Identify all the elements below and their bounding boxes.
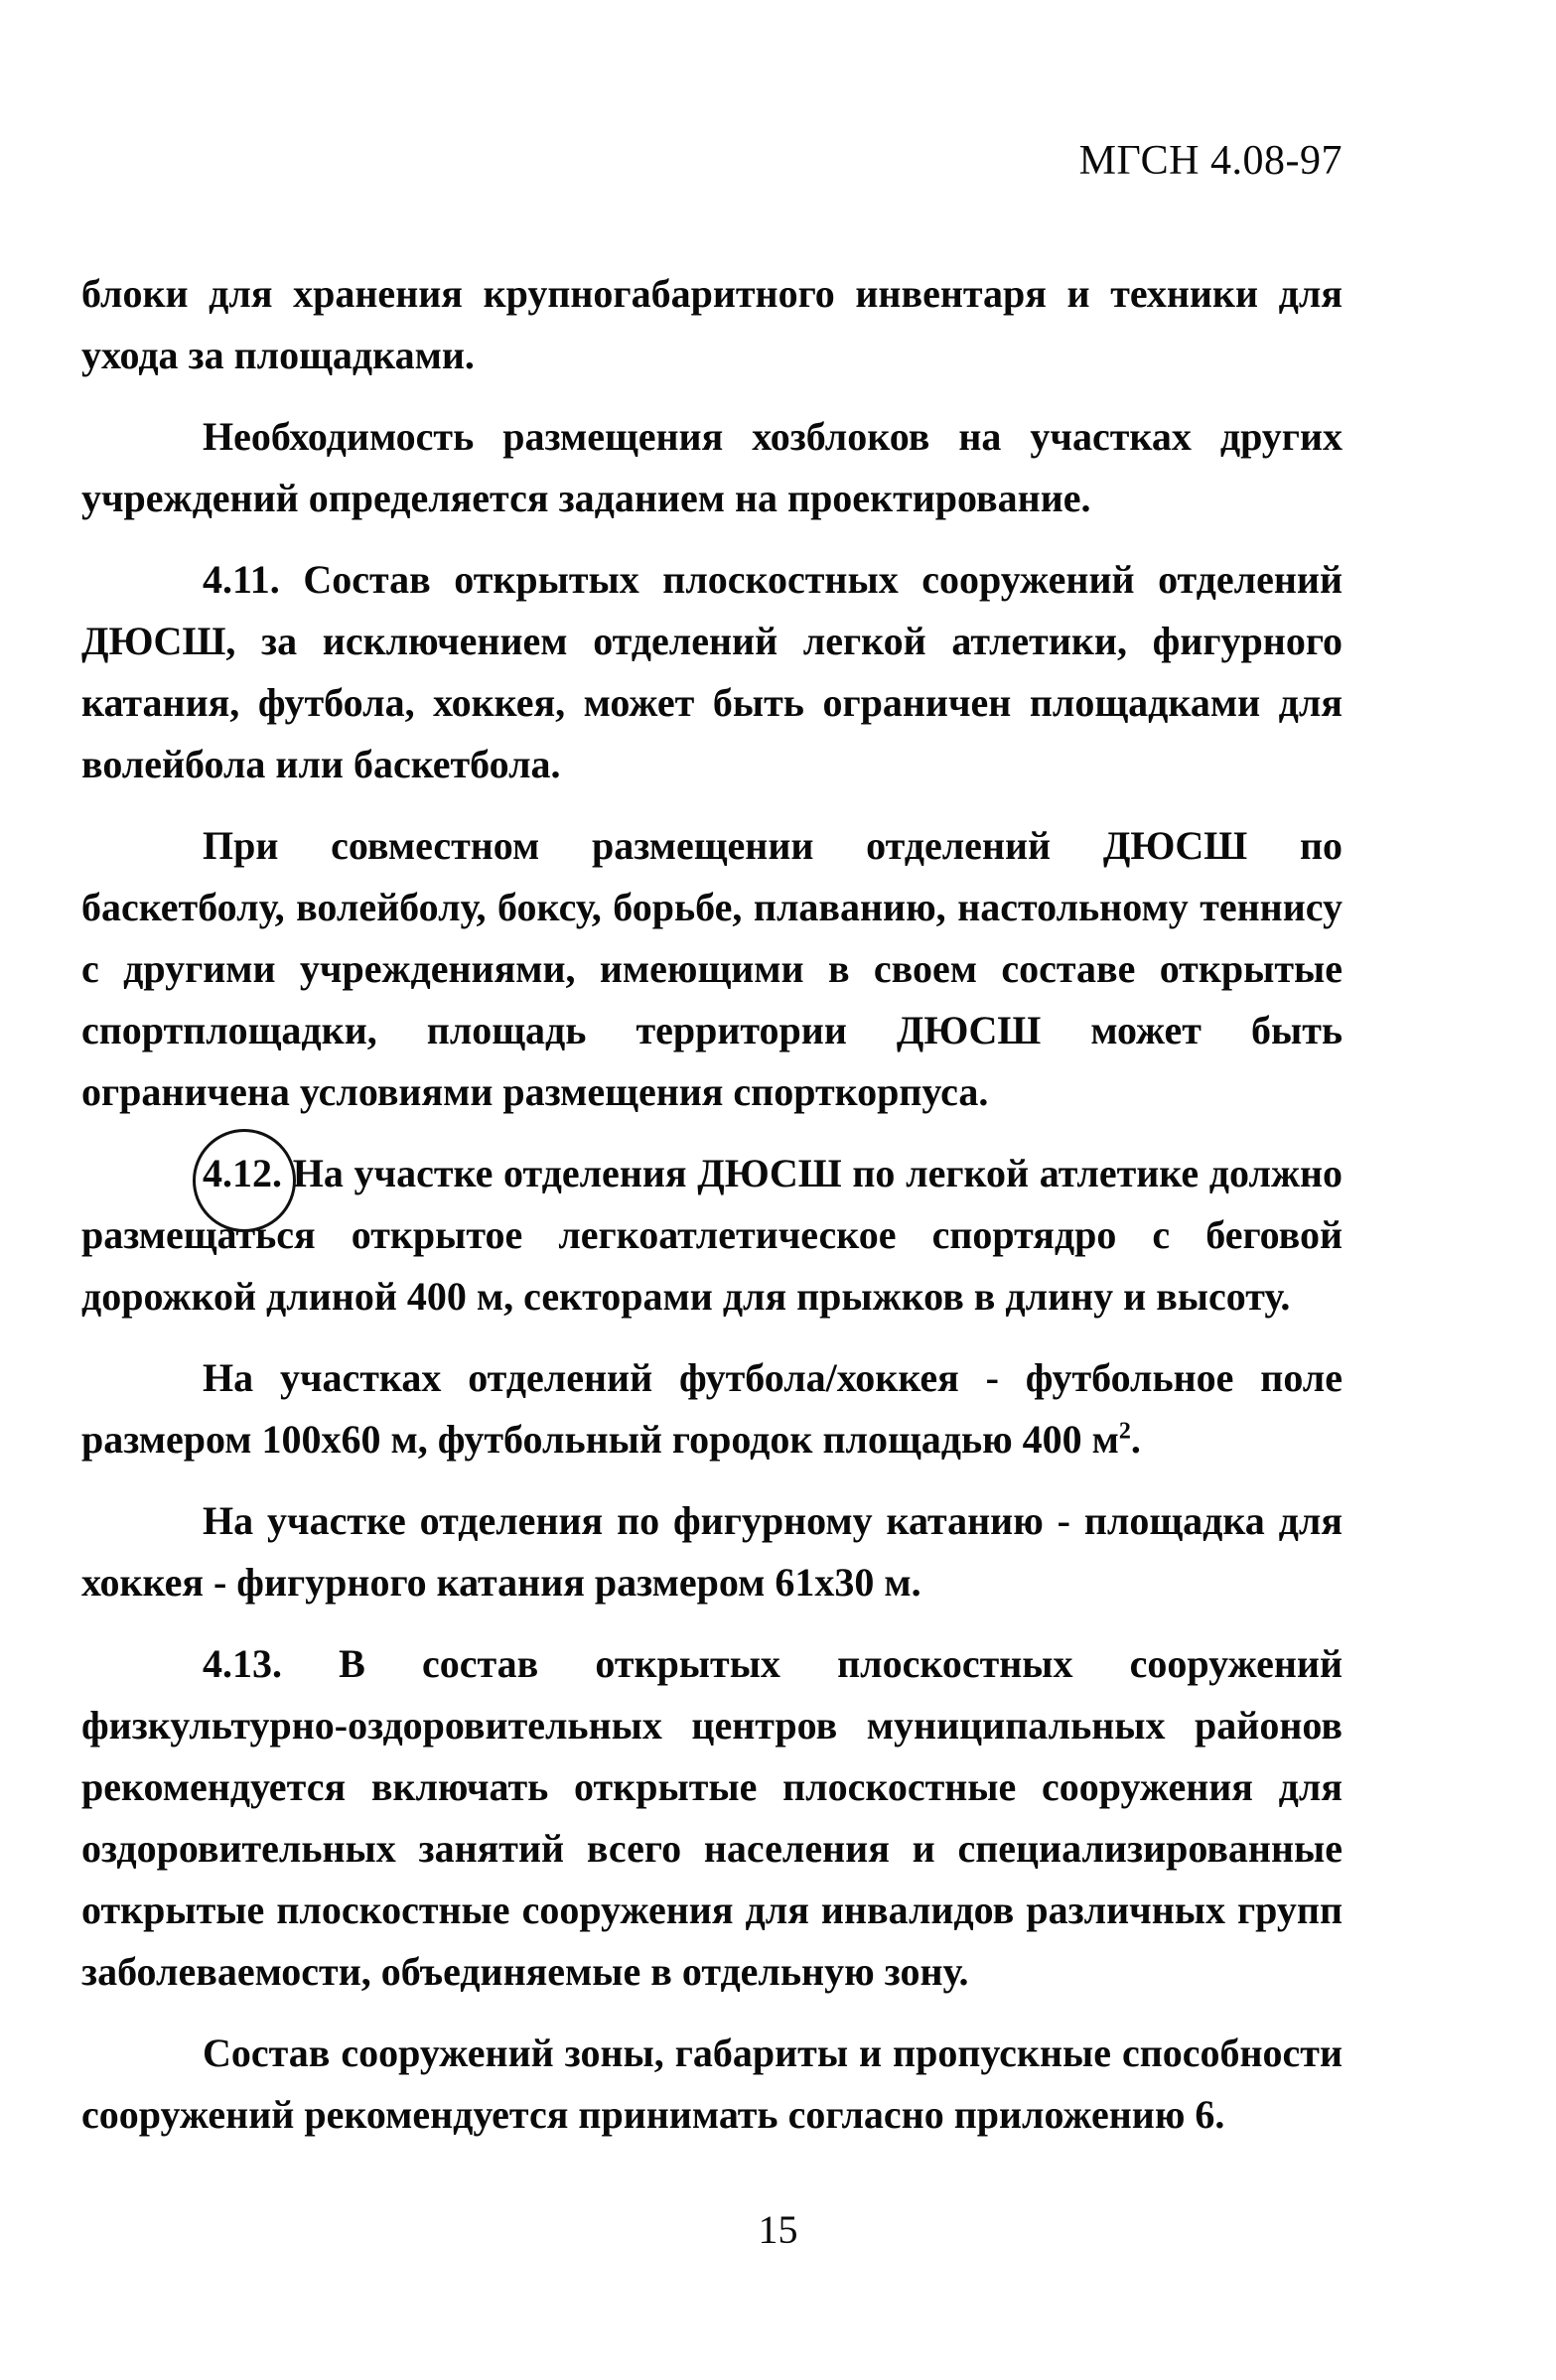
page-number: 15 <box>758 2207 798 2252</box>
paragraph-figure-skating: На участке отделения по фигурному катанию - площадка для хоккея - фигурного катания размером 61х30 м. <box>81 1498 1343 1605</box>
paragraph-utility-blocks: Необходимость размещения хозблоков на участках других учреждений определяется заданием на проектирование. <box>81 414 1343 520</box>
paragraph-4-11: 4.11. Состав открытых плоскостных сооружений отделений ДЮСШ, за исключением отделений легкой атлетики, фигурного катания, футбола, хоккея, может быть ограничен площадками для волейбола или баскетбола. <box>81 557 1343 786</box>
paragraph-joint-placement: При совместном размещении отделений ДЮСШ по баскетболу, волейболу, боксу, борьбе, плаванию, настольному теннису с другими учреждениями, имеющими в своем составе открытые спортплощадки, площадь территории ДЮСШ может быть ограничена условиями размещения спорткорпуса. <box>81 823 1343 1114</box>
hand-drawn-circle-mark <box>193 1129 296 1232</box>
paragraph-storage-blocks: блоки для хранения крупногабаритного инвентаря и техники для ухода за площадками. <box>81 271 1343 377</box>
superscript-square: 2 <box>1118 1418 1131 1445</box>
paragraph-football-hockey: На участках отделений футбола/хоккея - футбольное поле размером 100х60 м, футбольный городок площадью 400 $м^2$. <box>81 1355 1343 1462</box>
paragraph-4-13: 4.13. В состав открытых плоскостных сооружений физкультурно-оздоровительных центров муниципальных районов рекомендуется включать открытые плоскостные сооружения для оздоровительных занятий всего населения и специализированные открытые плоскостные сооружения для инвалидов различных групп заболеваемости, объединяемые в отдельную зону. <box>81 1641 1343 1994</box>
paragraph-zone-composition: Состав сооружений зоны, габариты и пропускные способности сооружений рекомендуется принимать согласно приложению 6. <box>81 2030 1343 2137</box>
section-number-4-12: 4.12. <box>203 1143 282 1204</box>
paragraph-4-12-text: На участке отделения ДЮСШ по легкой атлетике должно размещаться открытое легкоатлетическое спортядро с беговой дорожкой длиной 400 м, секторами для прыжков в длину и высоту. <box>81 1151 1343 1319</box>
document-code-header: МГСН 4.08-97 <box>1078 138 1343 184</box>
document-body <box>81 263 1343 2146</box>
paragraph-4-12 <box>81 1143 1343 1328</box>
